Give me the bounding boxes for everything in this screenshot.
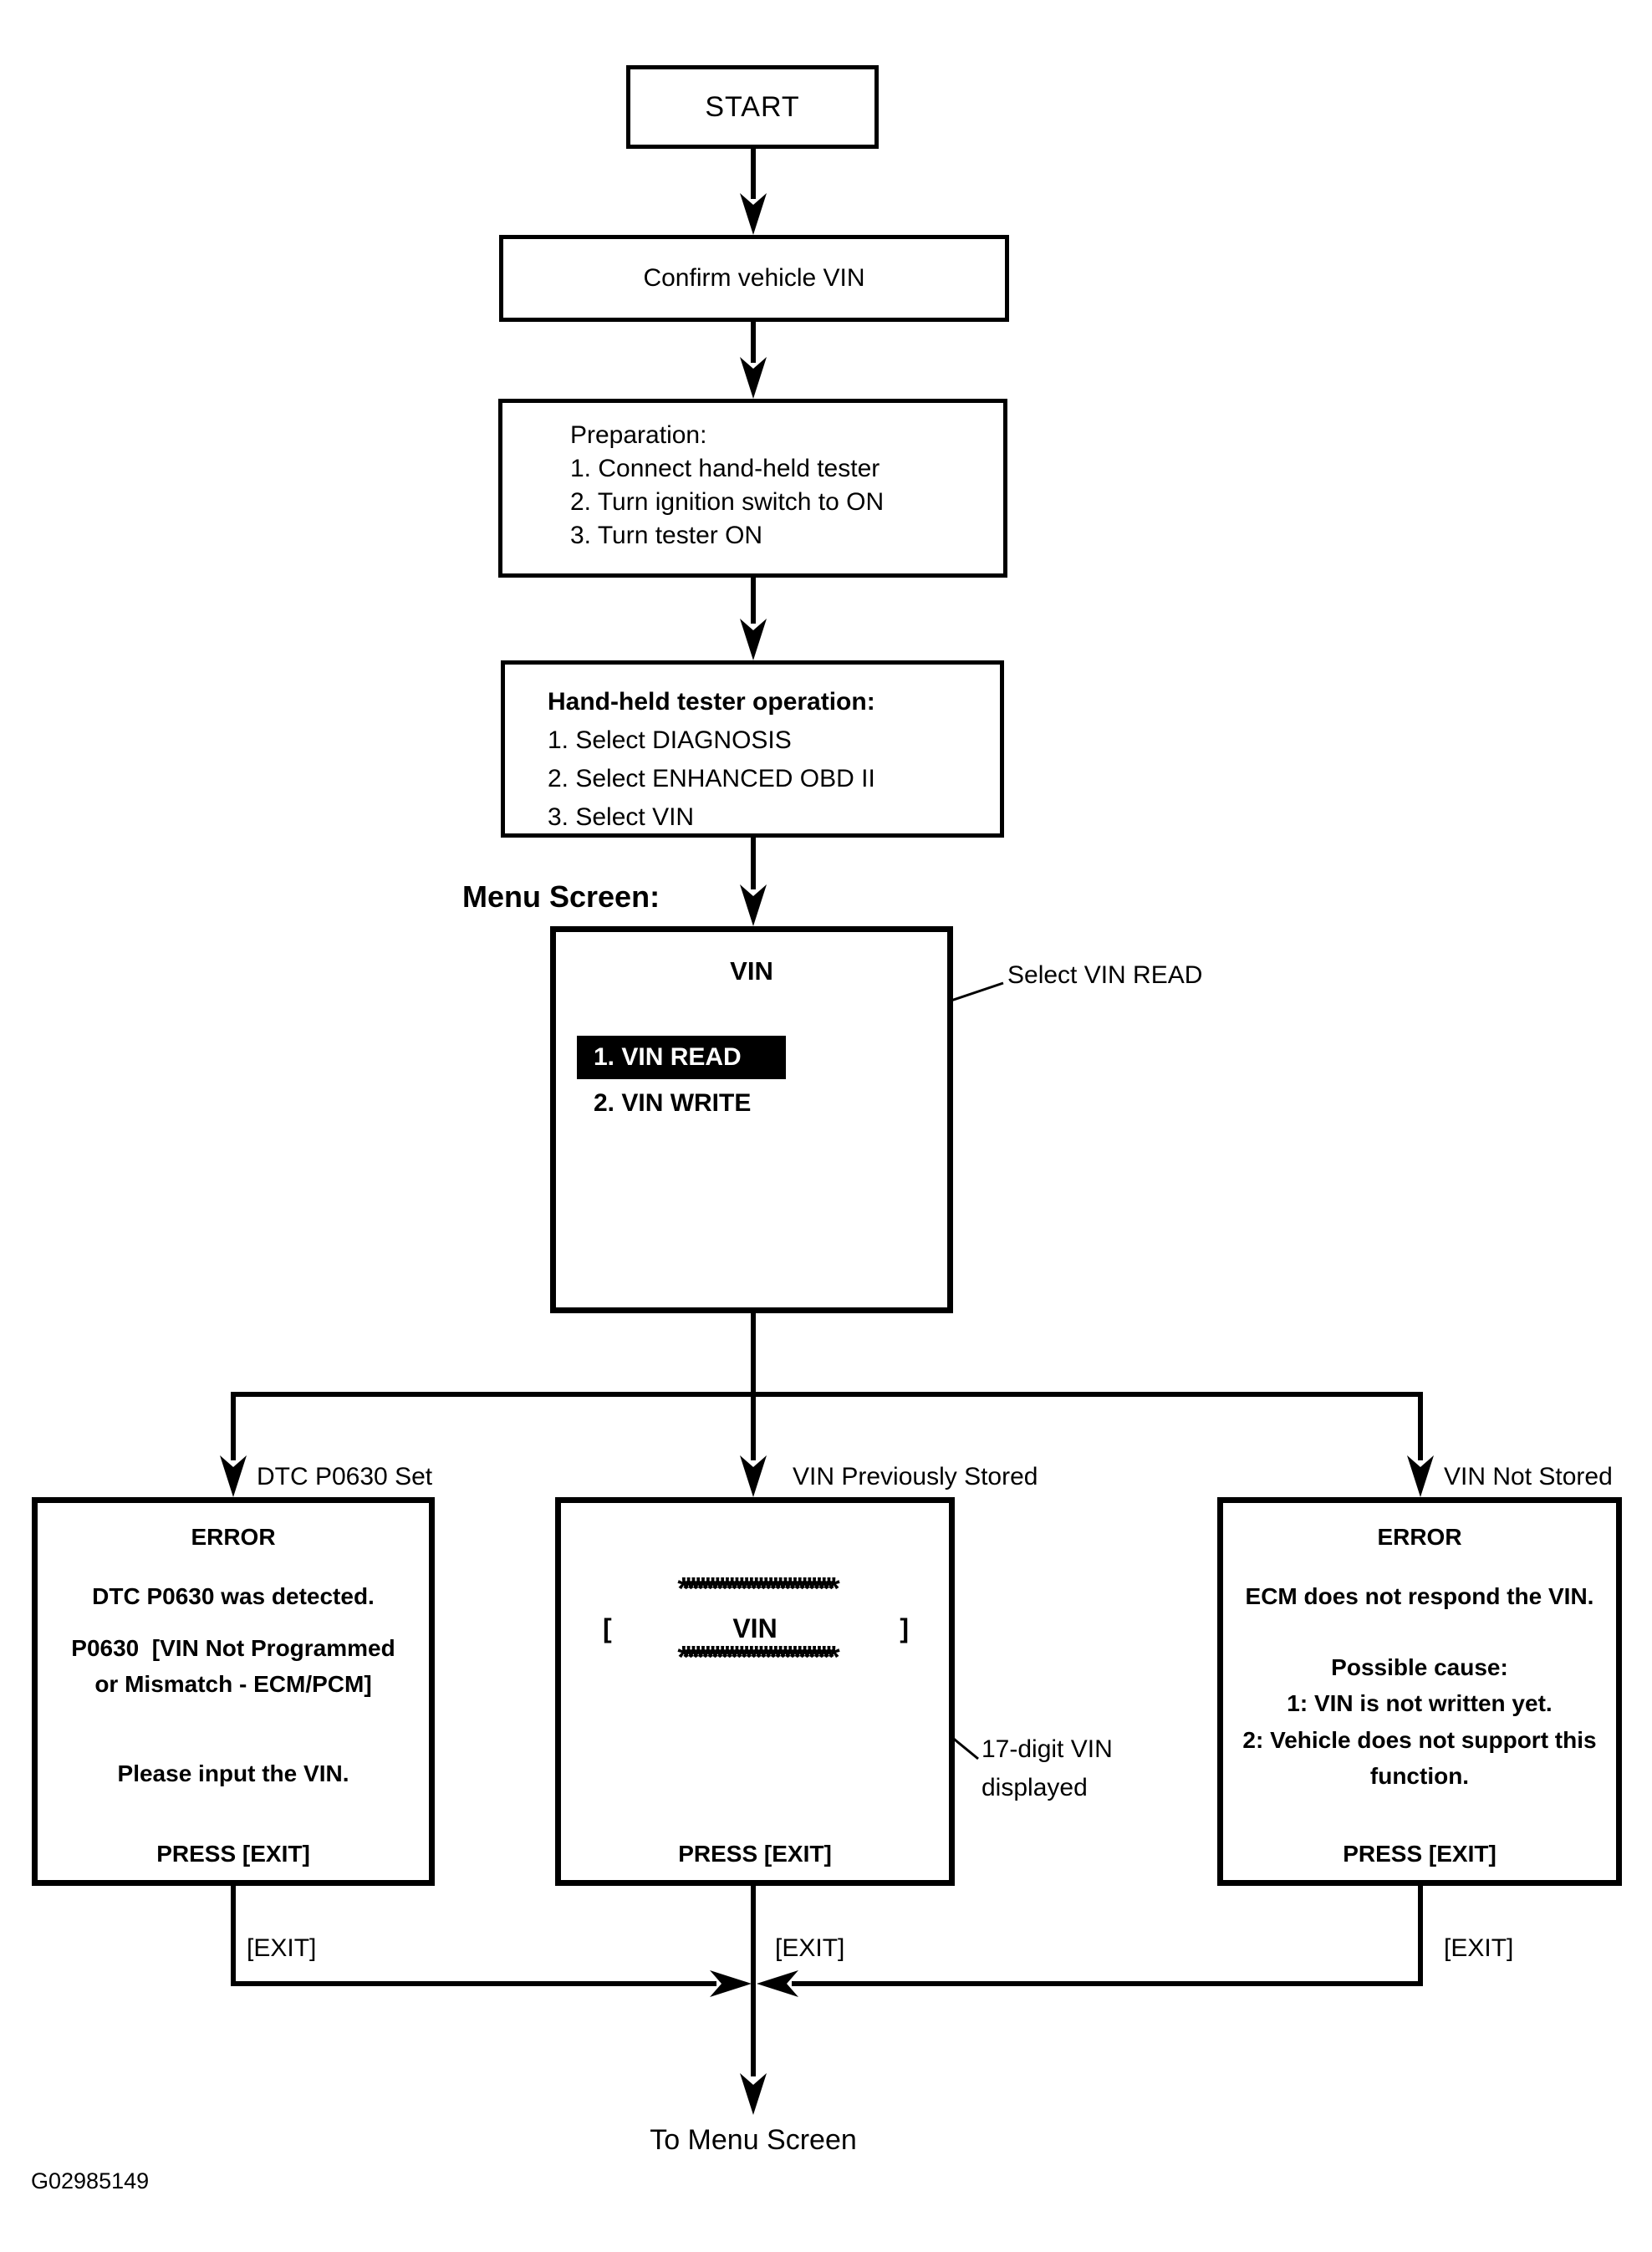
exit-route-right [757, 1883, 1423, 1997]
preparation-title: Preparation: [570, 421, 707, 449]
exit-route-middle [740, 1883, 767, 2115]
vin-17-digit-note-line2: displayed [982, 1774, 1088, 1801]
error-dtc-screen [32, 1497, 435, 1886]
error-dtc-line-1: DTC P0630 was detected. [92, 1583, 375, 1609]
error-ecm-line-5: function. [1369, 1763, 1470, 1789]
figure-id: G02985149 [31, 2168, 150, 2193]
confirm-vin-label: Confirm vehicle VIN [643, 264, 865, 292]
vin-display-stars-top: ******************************** [677, 1572, 833, 1607]
error-ecm-screen [1217, 1497, 1622, 1886]
error-ecm-title: ERROR [1377, 1524, 1462, 1550]
select-vin-read-note: Select VIN READ [1007, 961, 1203, 989]
vin-menu-screen [550, 926, 953, 1313]
start-node [626, 65, 879, 149]
error-ecm-line-4: 2: Vehicle does not support this [1242, 1727, 1597, 1753]
vin-display-bracket-close: ] [900, 1613, 909, 1643]
error-ecm-line-3: 1: VIN is not written yet. [1287, 1690, 1553, 1716]
menu-screen-label: Menu Screen: [462, 879, 660, 914]
menu-item-vin-read-label: 1. VIN READ [594, 1043, 742, 1071]
preparation-node [498, 399, 1007, 578]
arrow-start-to-confirm [740, 147, 767, 235]
vin-display-bracket-open: [ [603, 1613, 612, 1643]
error-dtc-line-3: or Mismatch - ECM/PCM] [94, 1671, 372, 1697]
error-dtc-line-2: P0630 [VIN Not Programmed [71, 1635, 395, 1661]
tester-operation-node [501, 660, 1004, 838]
branch-label-vin-stored: VIN Previously Stored [793, 1463, 1038, 1490]
vin-display-stars-bottom: ******************************** [677, 1640, 833, 1675]
vin-menu-title: VIN [730, 956, 773, 986]
vin-display-screen [555, 1497, 955, 1886]
tester-operation-title: Hand-held tester operation: [548, 688, 875, 716]
branch-rail [233, 1310, 1420, 1397]
arrow-branch-middle [740, 1394, 767, 1497]
arrow-confirm-to-preparation [740, 320, 767, 399]
start-label: START [705, 90, 800, 123]
menu-item-vin-write[interactable]: 2. VIN WRITE [594, 1089, 752, 1117]
vin-17-digit-note-line1: 17-digit VIN [982, 1735, 1113, 1763]
arrow-branch-right [1407, 1392, 1434, 1497]
error-dtc-title: ERROR [191, 1524, 276, 1550]
exit-label-right: [EXIT] [1444, 1934, 1514, 1962]
vin-display-vin-label: VIN [732, 1613, 778, 1643]
exit-label-middle: [EXIT] [775, 1934, 845, 1962]
exit-label-left: [EXIT] [247, 1934, 317, 1962]
preparation-step-3: 3. Turn tester ON [570, 522, 763, 549]
arrow-preparation-to-tester [740, 576, 767, 660]
menu-item-vin-read[interactable] [577, 1036, 786, 1079]
to-menu-screen-label: To Menu Screen [650, 2124, 857, 2156]
tester-step-3: 3. Select VIN [548, 803, 695, 831]
arrow-tester-to-menu [740, 836, 767, 926]
vin-display-press-exit: PRESS [EXIT] [678, 1841, 832, 1867]
branch-label-vin-not-stored: VIN Not Stored [1444, 1463, 1613, 1490]
error-ecm-press-exit: PRESS [EXIT] [1343, 1841, 1496, 1867]
error-ecm-line-2: Possible cause: [1331, 1654, 1508, 1680]
tester-step-1: 1. Select DIAGNOSIS [548, 726, 792, 754]
error-dtc-line-4: Please input the VIN. [117, 1760, 349, 1786]
preparation-step-2: 2. Turn ignition switch to ON [570, 488, 885, 516]
confirm-vin-node [499, 235, 1009, 322]
tester-step-2: 2. Select ENHANCED OBD II [548, 765, 875, 792]
error-dtc-press-exit: PRESS [EXIT] [156, 1841, 310, 1867]
arrow-branch-left [220, 1392, 247, 1497]
branch-label-dtc-set: DTC P0630 Set [257, 1463, 433, 1490]
error-ecm-line-1: ECM does not respond the VIN. [1245, 1583, 1594, 1609]
preparation-step-1: 1. Connect hand-held tester [570, 455, 880, 482]
